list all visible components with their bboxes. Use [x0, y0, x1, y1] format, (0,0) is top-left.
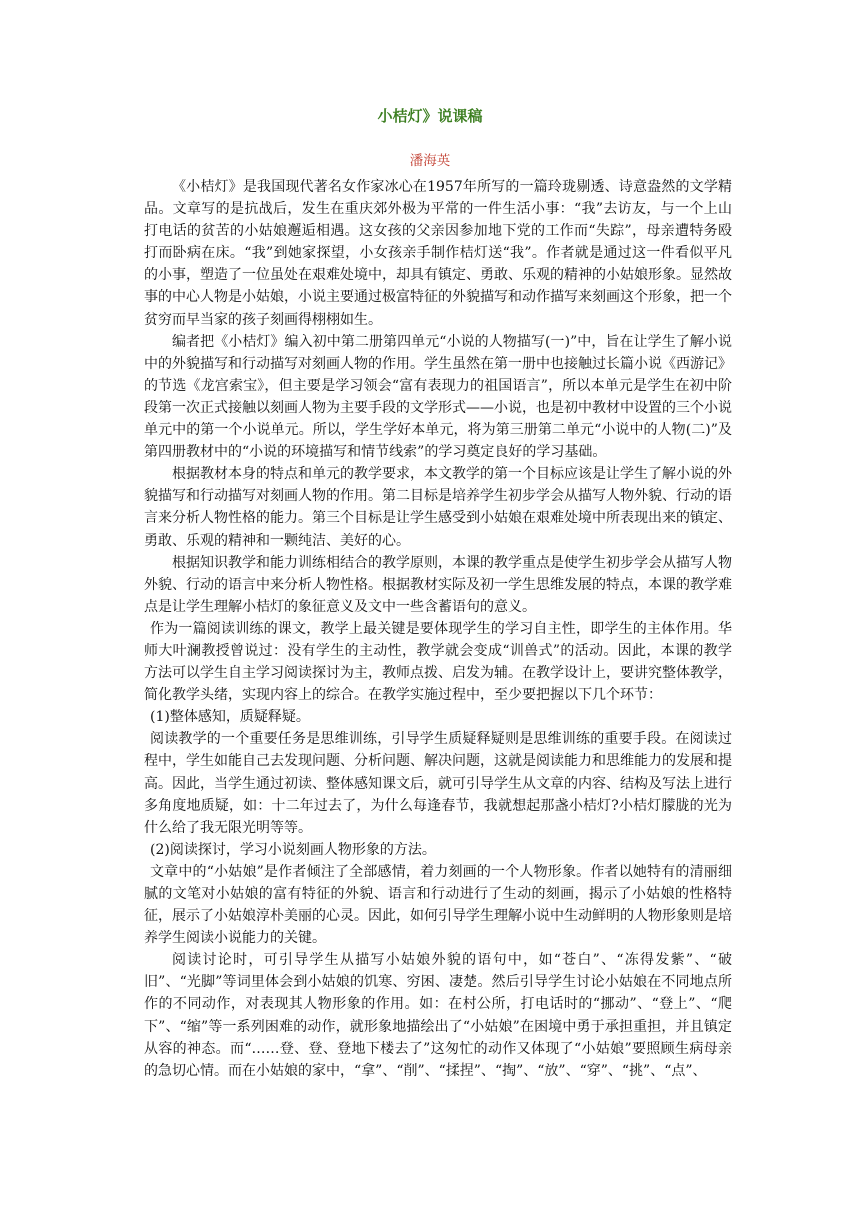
- paragraph-step-2-body: 文章中的“小姑娘”是作者倾注了全部感情，着力刻画的一个人物形象。作者以她特有的清丽细腻的文笔对小姑娘的富有特征的外貌、语言和行动进行了生动的刻画，揭示了小姑娘的性格特征，展示了小姑娘淳朴美丽的心灵。因此，如何引导学生理解小说中生动鲜明的人物形象则是培养学生阅读小说能力的关键。: [144, 863, 732, 947]
- document-body: [144, 176, 732, 1082]
- paragraph-intro: 《小桔灯》是我国现代著名女作家冰心在1957年所写的一篇玲珑剔透、诗意盎然的文学精品。文章写的是抗战后，发生在重庆郊外极为平常的一件生活小事：“我”去访友，与一个上山打电话的贫苦的小姑娘邂逅相遇。这女孩的父亲因参加地下党的工作而“失踪”，母亲遭特务殴打而卧病在床。“我”到她家探望，小女孩亲手制作桔灯送“我”。作者就是通过这一件看似平凡的小事，塑造了一位虽处在艰难处境中，却具有镇定、勇敢、乐观的精神的小姑娘形象。显然故事的中心人物是小姑娘，小说主要通过极富特征的外貌描写和动作描写来刻画这个形象，把一个贫穷而早当家的孩子刻画得栩栩如生。: [144, 179, 732, 328]
- document-author: 潘海英: [409, 153, 451, 169]
- paragraph-discussion: 阅读讨论时，可引导学生从描写小姑娘外貌的语句中，如“苍白”、“冻得发紫”、“破旧”、“光脚”等词里体会到小姑娘的饥寒、穷困、凄楚。然后引导学生讨论小姑娘在不同地点所作的不同动作，对表现其人物形象的作用。如：在村公所，打电话时的“挪动”、“登上”、“爬下”、“缩”等一系列困难的动作，就形象地描绘出了“小姑娘”在困境中勇于承担重担，并且镇定从容的神态。而“……登、登、登地下楼去了”这匆忙的动作又体现了“小姑娘”要照顾生病母亲的急切心情。而在小姑娘的家中，“拿”、“削”、“揉捏”、“掏”、“放”、“穿”、“挑”、“点”、: [144, 952, 732, 1079]
- paragraph-step-1-body: 阅读教学的一个重要任务是思维训练，引导学生质疑释疑则是思维训练的重要手段。在阅读过程中，学生如能自己去发现问题、分析问题、解决问题，这就是阅读能力和思维能力的发展和提高。因此，当学生通过初读、整体感知课文后，就可引导学生从文章的内容、结构及写法上进行多角度地质疑，如：十二年过去了，为什么每逢春节，我就想起那盏小桔灯?小桔灯朦胧的光为什么给了我无限光明等等。: [144, 731, 732, 836]
- paragraph-teaching-goals: 根据教材本身的特点和单元的教学要求，本文教学的第一个目标应该是让学生了解小说的外貌描写和行动描写对刻画人物的作用。第二目标是培养学生初步学会从描写人物外貌、行动的语言来分析人物性格的能力。第三个目标是让学生感受到小姑娘在艰难处境中所表现出来的镇定、勇敢、乐观的精神和一颗纯洁、美好的心。: [144, 466, 732, 549]
- paragraph-step-1-heading: (1)整体感知，质疑释疑。: [150, 709, 310, 726]
- document-title: 小桔灯》说课稿: [377, 107, 483, 125]
- paragraph-key-points: 根据知识教学和能力训练相结合的教学原则，本课的教学重点是使学生初步学会从描写人物外貌、行动的语言中来分析人物性格。根据教材实际及初一学生思维发展的特点，本课的教学难点是让学生理解小桔灯的象征意义及文中一些含蓄语句的意义。: [144, 554, 732, 615]
- paragraph-unit-placement: 编者把《小桔灯》编入初中第二册第四单元“小说的人物描写(一)”中，旨在让学生了解小说中的外貌描写和行动描写对刻画人物的作用。学生虽然在第一册中也接触过长篇小说《西游记》的节选《龙宫索宝》，但主要是学习领会“富有表现力的祖国语言”，所以本单元是学生在初中阶段第一次正式接触以刻画人物为主要手段的文学形式——小说，也是初中教材中设置的三个小说单元中的第一个小说单元。所以，学生学好本单元，将为第三册第二单元“小说中的人物(二)”及第四册教材中的“小说的环境描写和情节线索”的学习奠定良好的学习基础。: [144, 333, 732, 461]
- paragraph-teaching-method: 作为一篇阅读训练的课文，教学上最关键是要体现学生的学习自主性，即学生的主体作用。华师大叶澜教授曾说过：没有学生的主动性，教学就会变成“训兽式”的活动。因此，本课的教学方法可以学生自主学习阅读探讨为主，教师点拨、启发为辅。在教学设计上，要讲究整体教学，简化教学头绪，实现内容上的综合。在教学实施过程中，至少要把握以下几个环节：: [144, 620, 732, 704]
- paragraph-step-2-heading: (2)阅读探讨，学习小说刻画人物形象的方法。: [150, 841, 436, 858]
